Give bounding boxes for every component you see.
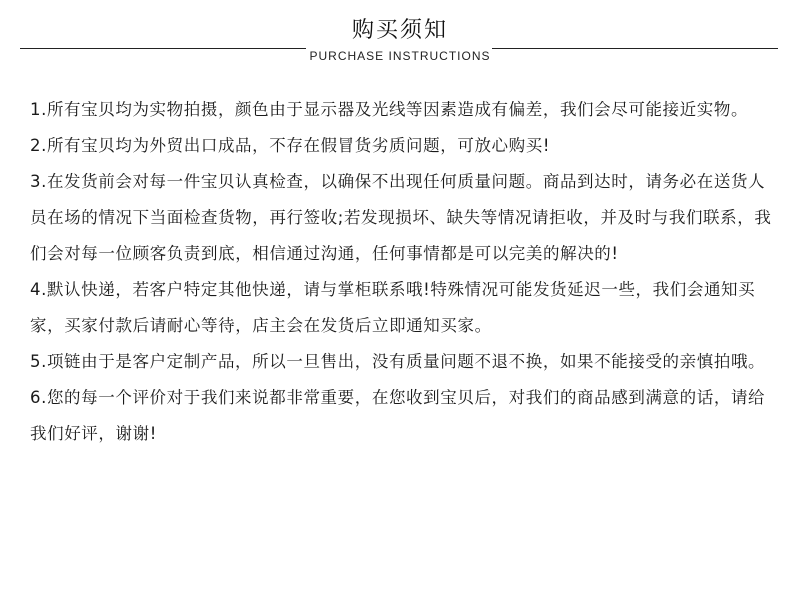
instruction-item-3: 3.在发货前会对每一件宝贝认真检查，以确保不出现任何质量问题。商品到达时，请务必在送货人员在场的情况下当面检查货物，再行签收;若发现损坏、缺失等情况请拒收，并及时与我们联系，我们会对每一位顾客负责到底，相信通过沟通，任何事情都是可以完美的解决的!	[30, 172, 772, 263]
instruction-item-2: 2.所有宝贝均为外贸出口成品，不存在假冒货劣质问题，可放心购买!	[30, 136, 551, 155]
page-subtitle: PURCHASE INSTRUCTIONS	[309, 49, 491, 63]
instruction-item-6: 6.您的每一个评价对于我们来说都非常重要，在您收到宝贝后，对我们的商品感到满意的话，请给我们好评，谢谢!	[30, 388, 766, 443]
instructions-list	[30, 92, 780, 452]
instruction-item-5: 5.项链由于是客户定制产品，所以一旦售出，没有质量问题不退不换，如果不能接受的亲慎拍哦。	[30, 352, 766, 371]
header	[0, 0, 800, 80]
page-title: 购买须知	[351, 18, 448, 43]
instruction-item-4: 4.默认快递，若客户特定其他快递，请与掌柜联系哦!特殊情况可能发货延迟一些，我们会通知买家，买家付款后请耐心等待，店主会在发货后立即通知买家。	[30, 280, 756, 335]
instruction-item-1: 1.所有宝贝均为实物拍摄，颜色由于显示器及光线等因素造成有偏差，我们会尽可能接近实物。	[30, 100, 749, 119]
